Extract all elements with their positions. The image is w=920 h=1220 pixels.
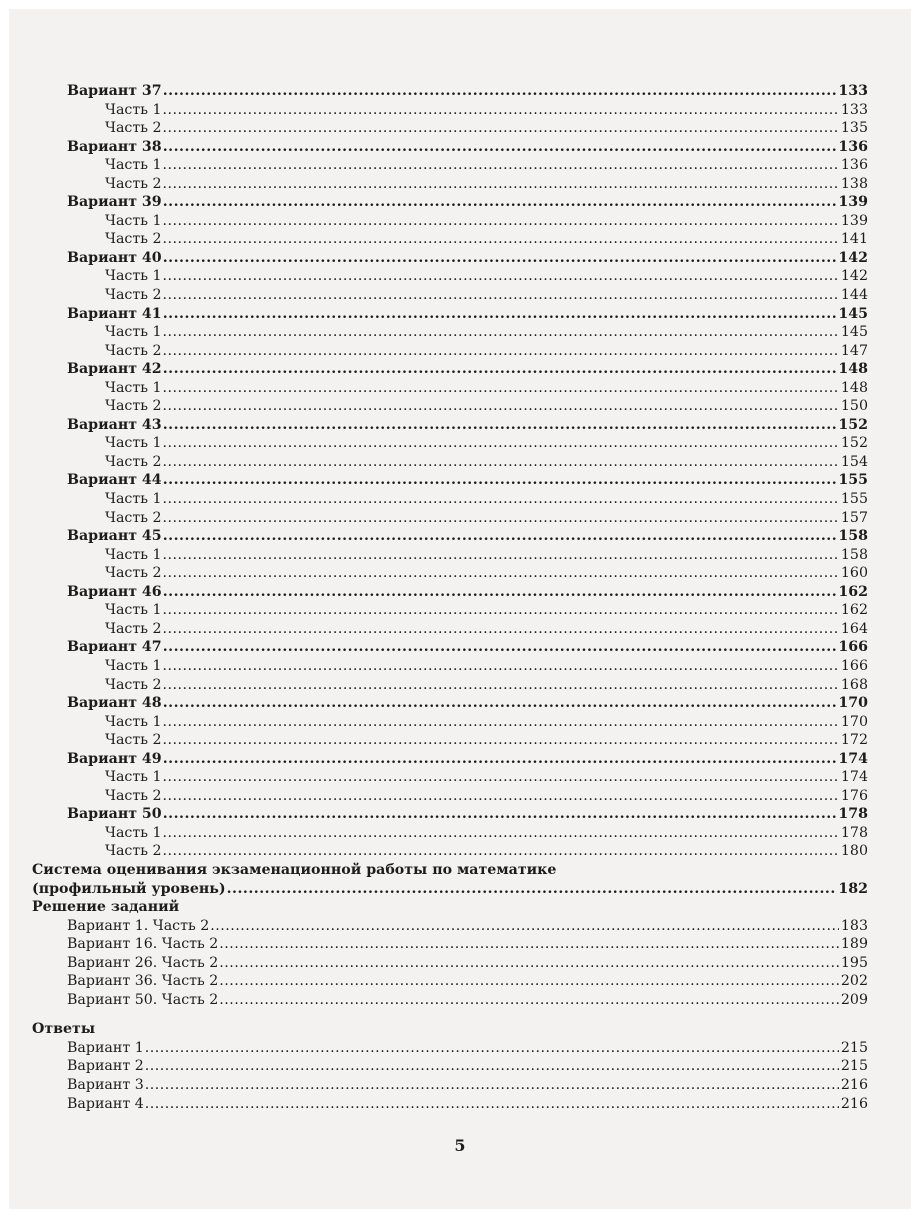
answer-entry <box>32 1076 868 1095</box>
leader-dots <box>162 323 839 342</box>
leader-dots <box>163 694 838 713</box>
entry-label: Вариант 47 <box>67 639 162 656</box>
leader-dots <box>162 434 839 453</box>
part-entry <box>32 267 868 286</box>
leader-dots <box>162 453 839 472</box>
leader-dots <box>145 1039 839 1058</box>
entry-label: Часть 1 <box>105 491 162 508</box>
leader-dots <box>145 1095 839 1114</box>
leader-dots <box>145 1076 839 1095</box>
entry-page: 170 <box>838 695 868 712</box>
grading-title-line1: Система оценивания экзаменационной работы по математике <box>32 861 557 878</box>
variant-entry <box>32 360 868 379</box>
entry-label: Часть 2 <box>105 509 162 526</box>
leader-dots <box>163 82 838 101</box>
leader-dots <box>162 768 839 787</box>
leader-dots <box>163 583 838 602</box>
leader-dots <box>162 101 839 120</box>
entry-label: Вариант 50. Часть 2 <box>67 991 219 1008</box>
part-entry <box>32 713 868 732</box>
table-of-contents <box>32 82 868 1113</box>
leader-dots <box>145 1057 839 1076</box>
entry-page: 202 <box>840 973 868 990</box>
entry-label: Часть 2 <box>105 175 162 192</box>
entry-page: 178 <box>838 806 868 823</box>
entry-page: 133 <box>838 83 868 99</box>
part-entry <box>32 119 868 138</box>
entry-page: 155 <box>840 491 868 508</box>
part-entry <box>32 323 868 342</box>
leader-dots <box>162 119 839 138</box>
entry-label: Вариант 48 <box>67 695 162 712</box>
leader-dots <box>162 676 839 695</box>
entry-page: 170 <box>840 713 868 730</box>
entry-page: 164 <box>840 620 868 637</box>
entry-label: Вариант 40 <box>67 249 162 266</box>
entry-label: Часть 2 <box>105 231 162 248</box>
entry-page: 148 <box>838 361 868 378</box>
entry-label: Часть 2 <box>105 342 162 359</box>
part-entry <box>32 509 868 528</box>
leader-dots <box>162 267 839 286</box>
entry-label: Часть 1 <box>105 324 162 341</box>
entry-page: 147 <box>840 342 868 359</box>
variant-entry <box>32 249 868 268</box>
grading-entry <box>32 880 868 899</box>
entry-page: 133 <box>840 101 868 118</box>
variant-entry <box>32 416 868 435</box>
entry-page: 148 <box>840 379 868 396</box>
leader-dots <box>162 286 839 305</box>
entry-label: Часть 1 <box>105 157 162 174</box>
answers-heading: Ответы <box>32 1021 96 1038</box>
entry-label: Вариант 2 <box>67 1058 144 1075</box>
variant-entry <box>32 138 868 157</box>
entry-label: Вариант 39 <box>67 194 162 211</box>
answer-entry <box>32 1039 868 1058</box>
entry-label: Вариант 46 <box>67 583 162 600</box>
variant-entry <box>32 471 868 490</box>
part-entry <box>32 601 868 620</box>
part-entry <box>32 342 868 361</box>
entry-label: Вариант 26. Часть 2 <box>67 954 219 971</box>
leader-dots <box>162 713 839 732</box>
leader-dots <box>162 230 839 249</box>
entry-label: Вариант 36. Часть 2 <box>67 973 219 990</box>
leader-dots <box>163 750 838 769</box>
entry-page: 216 <box>840 1076 868 1093</box>
leader-dots <box>210 917 839 936</box>
entry-page: 176 <box>840 787 868 804</box>
solution-entry <box>32 917 868 936</box>
part-entry <box>32 731 868 750</box>
solutions-list <box>32 917 868 1010</box>
entry-page: 145 <box>838 305 868 322</box>
part-entry <box>32 657 868 676</box>
entry-page: 141 <box>840 231 868 248</box>
part-entry <box>32 564 868 583</box>
entry-page: 215 <box>840 1039 868 1056</box>
leader-dots <box>163 805 838 824</box>
entry-label: Часть 1 <box>105 101 162 118</box>
part-entry <box>32 842 868 861</box>
entry-page: 135 <box>840 120 868 137</box>
entry-label: Часть 2 <box>105 398 162 415</box>
leader-dots <box>219 935 839 954</box>
entry-label: Вариант 38 <box>67 138 162 155</box>
leader-dots <box>163 416 838 435</box>
leader-dots <box>219 954 839 973</box>
entry-page: 138 <box>840 175 868 192</box>
entry-label: Часть 2 <box>105 676 162 693</box>
variant-entry <box>32 193 868 212</box>
leader-dots <box>162 156 839 175</box>
answers-list <box>32 1039 868 1113</box>
leader-dots <box>163 305 838 324</box>
entry-label: Вариант 1 <box>67 1039 144 1056</box>
entry-page: 154 <box>840 453 868 470</box>
leader-dots <box>163 249 838 268</box>
variant-entry <box>32 638 868 657</box>
variant-entry <box>32 82 868 101</box>
leader-dots <box>162 824 839 843</box>
solution-entry <box>32 991 868 1010</box>
entry-label: Вариант 50 <box>67 806 162 823</box>
solutions-heading: Решение заданий <box>32 899 180 916</box>
leader-dots <box>162 546 839 565</box>
entry-page: 142 <box>840 268 868 285</box>
leader-dots <box>163 360 838 379</box>
variant-entry <box>32 305 868 324</box>
leader-dots <box>162 620 839 639</box>
entry-label: Вариант 45 <box>67 528 162 545</box>
leader-dots <box>162 175 839 194</box>
variant-entry <box>32 583 868 602</box>
part-entry <box>32 230 868 249</box>
entry-label: Вариант 44 <box>67 472 162 489</box>
entry-page: 162 <box>840 602 868 619</box>
leader-dots <box>163 638 838 657</box>
entry-label: Часть 1 <box>105 435 162 452</box>
leader-dots <box>162 212 839 231</box>
answer-entry <box>32 1057 868 1076</box>
entry-label: Вариант 49 <box>67 750 162 767</box>
entry-page: 216 <box>840 1095 868 1112</box>
entry-page: 160 <box>840 565 868 582</box>
leader-dots <box>162 490 839 509</box>
book-page <box>9 9 911 1209</box>
leader-dots <box>162 842 839 861</box>
entry-page: 144 <box>840 287 868 304</box>
entry-page: 215 <box>840 1058 868 1075</box>
part-entry <box>32 397 868 416</box>
part-entry <box>32 379 868 398</box>
part-entry <box>32 787 868 806</box>
entry-page: 150 <box>840 398 868 415</box>
entry-page: 178 <box>840 824 868 841</box>
entry-page: 166 <box>838 639 868 656</box>
entry-label: Вариант 16. Часть 2 <box>67 936 219 953</box>
part-entry <box>32 175 868 194</box>
variant-entry <box>32 805 868 824</box>
variant-entry <box>32 527 868 546</box>
entry-page: 195 <box>840 954 868 971</box>
grading-title-line2: (профильный уровень) <box>32 880 226 897</box>
leader-dots <box>163 193 838 212</box>
entry-label: Вариант 3 <box>67 1076 144 1093</box>
entry-page: 162 <box>838 583 868 600</box>
entry-page: 155 <box>838 472 868 489</box>
entry-page: 168 <box>840 676 868 693</box>
leader-dots <box>163 527 838 546</box>
entry-label: Часть 2 <box>105 843 162 860</box>
entry-label: Часть 2 <box>105 787 162 804</box>
entry-page: 136 <box>838 138 868 155</box>
part-entry <box>32 620 868 639</box>
solution-entry <box>32 935 868 954</box>
variant-entry <box>32 694 868 713</box>
entry-label: Часть 2 <box>105 732 162 749</box>
entry-page: 174 <box>838 750 868 767</box>
entry-label: Часть 1 <box>105 769 162 786</box>
leader-dots <box>227 880 838 899</box>
entry-label: Вариант 1. Часть 2 <box>67 917 210 934</box>
entry-label: Вариант 43 <box>67 416 162 433</box>
entry-label: Вариант 41 <box>67 305 162 322</box>
entry-page: 180 <box>840 843 868 860</box>
part-entry <box>32 156 868 175</box>
entry-label: Часть 2 <box>105 120 162 137</box>
entry-page: 166 <box>840 657 868 674</box>
solution-entry <box>32 954 868 973</box>
part-entry <box>32 212 868 231</box>
part-entry <box>32 824 868 843</box>
entry-page: 145 <box>840 324 868 341</box>
entry-page: 189 <box>840 936 868 953</box>
variant-entry <box>32 750 868 769</box>
entry-page: 209 <box>840 991 868 1008</box>
part-entry <box>32 490 868 509</box>
variants-section <box>32 82 868 861</box>
entry-label: Вариант 37 <box>67 83 162 99</box>
leader-dots <box>162 564 839 583</box>
part-entry <box>32 768 868 787</box>
leader-dots <box>162 342 839 361</box>
entry-label: Часть 1 <box>105 212 162 229</box>
entry-label: Вариант 4 <box>67 1095 144 1112</box>
grading-page: 182 <box>838 880 868 897</box>
entry-label: Часть 1 <box>105 713 162 730</box>
entry-label: Часть 2 <box>105 620 162 637</box>
entry-label: Часть 1 <box>105 268 162 285</box>
entry-label: Вариант 42 <box>67 361 162 378</box>
part-entry <box>32 101 868 120</box>
answer-entry <box>32 1095 868 1114</box>
entry-label: Часть 1 <box>105 546 162 563</box>
part-entry <box>32 546 868 565</box>
entry-page: 158 <box>838 528 868 545</box>
part-entry <box>32 453 868 472</box>
part-entry <box>32 286 868 305</box>
leader-dots <box>163 138 838 157</box>
entry-page: 139 <box>838 194 868 211</box>
solution-entry <box>32 972 868 991</box>
leader-dots <box>219 991 839 1010</box>
entry-label: Часть 1 <box>105 824 162 841</box>
part-entry <box>32 434 868 453</box>
leader-dots <box>162 397 839 416</box>
entry-label: Часть 1 <box>105 657 162 674</box>
leader-dots <box>162 601 839 620</box>
entry-page: 152 <box>838 416 868 433</box>
entry-label: Часть 1 <box>105 602 162 619</box>
leader-dots <box>163 471 838 490</box>
entry-label: Часть 2 <box>105 287 162 304</box>
entry-page: 157 <box>840 509 868 526</box>
entry-page: 152 <box>840 435 868 452</box>
entry-label: Часть 1 <box>105 379 162 396</box>
leader-dots <box>162 379 839 398</box>
entry-label: Часть 2 <box>105 453 162 470</box>
entry-page: 136 <box>840 157 868 174</box>
leader-dots <box>162 731 839 750</box>
entry-page: 158 <box>840 546 868 563</box>
entry-label: Часть 2 <box>105 565 162 582</box>
leader-dots <box>162 509 839 528</box>
entry-page: 142 <box>838 249 868 266</box>
leader-dots <box>162 657 839 676</box>
leader-dots <box>162 787 839 806</box>
entry-page: 174 <box>840 769 868 786</box>
entry-page: 139 <box>840 212 868 229</box>
entry-page: 172 <box>840 732 868 749</box>
part-entry <box>32 676 868 695</box>
entry-page: 183 <box>840 917 868 934</box>
page-number: 5 <box>454 1136 466 1155</box>
leader-dots <box>219 972 839 991</box>
